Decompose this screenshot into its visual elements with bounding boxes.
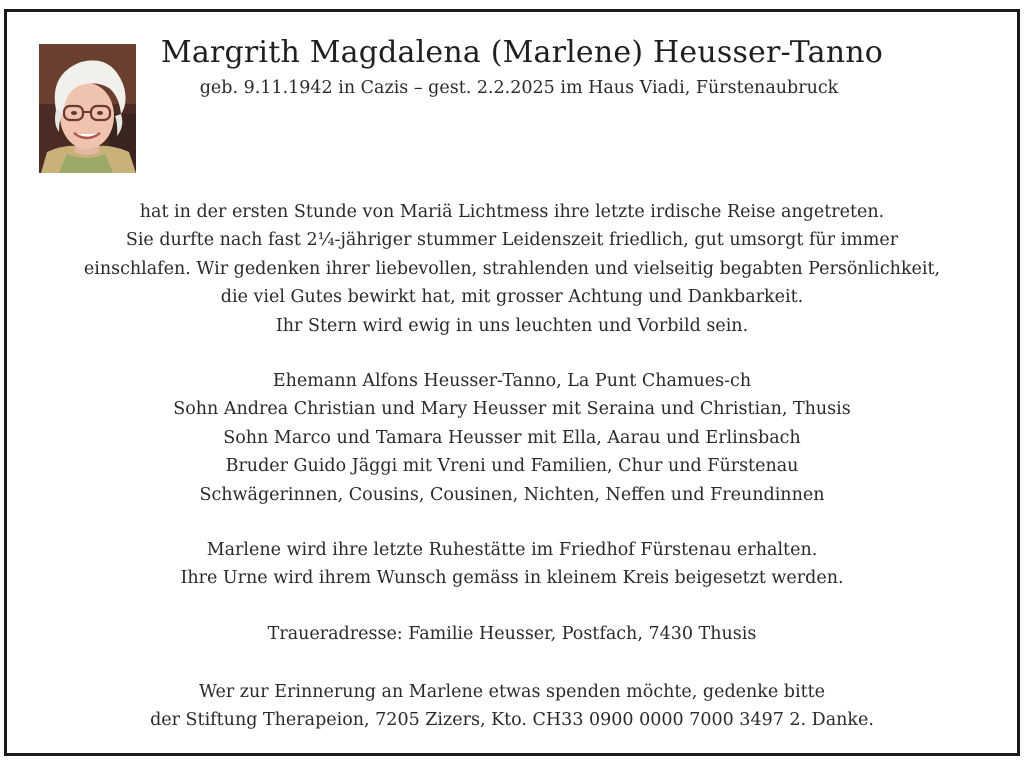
- mourner-line: Bruder Guido Jäggi mit Vreni und Familien, Chur und Fürstenau: [225, 456, 799, 477]
- mourner-line: Ehemann Alfons Heusser-Tanno, La Punt Chamues-ch: [272, 371, 752, 391]
- donation-line: der Stiftung Therapeion, 7205 Zizers, Kto. CH33 0900 0000 7000 3497 2. Danke.: [150, 710, 874, 731]
- obituary-line: hat in der ersten Stunde von Mariä Lichtmess ihre letzte irdische Reise angetreten.: [139, 202, 885, 222]
- obituary-line: einschlafen. Wir gedenken ihrer liebevollen, strahlenden und vielseitig begabten Persönlichkeit,: [83, 258, 941, 279]
- obituary-notice-frame: [4, 9, 1020, 756]
- obituary-line: Ihr Stern wird ewig in uns leuchten und Vorbild sein.: [275, 315, 749, 336]
- burial-line: Marlene wird ihre letzte Ruhestätte im Friedhof Fürstenau erhalten.: [206, 540, 818, 560]
- mourner-line: Sohn Andrea Christian und Mary Heusser mit Seraina und Christian, Thusis: [173, 399, 851, 420]
- deceased-name: Margrith Magdalena (Marlene) Heusser-Tanno: [160, 35, 884, 70]
- obituary-line: die viel Gutes bewirkt hat, mit grosser Achtung und Dankbarkeit.: [220, 287, 804, 308]
- mourner-line: Sohn Marco und Tamara Heusser mit Ella, Aarau und Erlinsbach: [223, 427, 801, 448]
- address-line: Traueradresse: Familie Heusser, Postfach, 7430 Thusis: [267, 624, 757, 644]
- mourners-list: [7, 367, 1017, 509]
- donation-notice: [7, 678, 1017, 735]
- burial-notice: [7, 536, 1017, 593]
- birth-death-dates: geb. 9.11.1942 in Cazis – gest. 2.2.2025 im Haus Viadi, Fürstenaubruck: [199, 78, 839, 98]
- burial-line: Ihre Urne wird ihrem Wunsch gemäss in kleinem Kreis beigesetzt werden.: [180, 568, 844, 589]
- donation-line: Wer zur Erinnerung an Marlene etwas spenden möchte, gedenke bitte: [198, 682, 826, 702]
- obituary-text: [7, 198, 1017, 340]
- mourning-address: [7, 620, 1017, 648]
- mourner-line: Schwägerinnen, Cousins, Cousinen, Nichten, Neffen und Freundinnen: [199, 484, 825, 505]
- obituary-line: Sie durfte nach fast 2¼-jähriger stummer Leidenszeit friedlich, gut umsorgt für immer: [125, 230, 899, 251]
